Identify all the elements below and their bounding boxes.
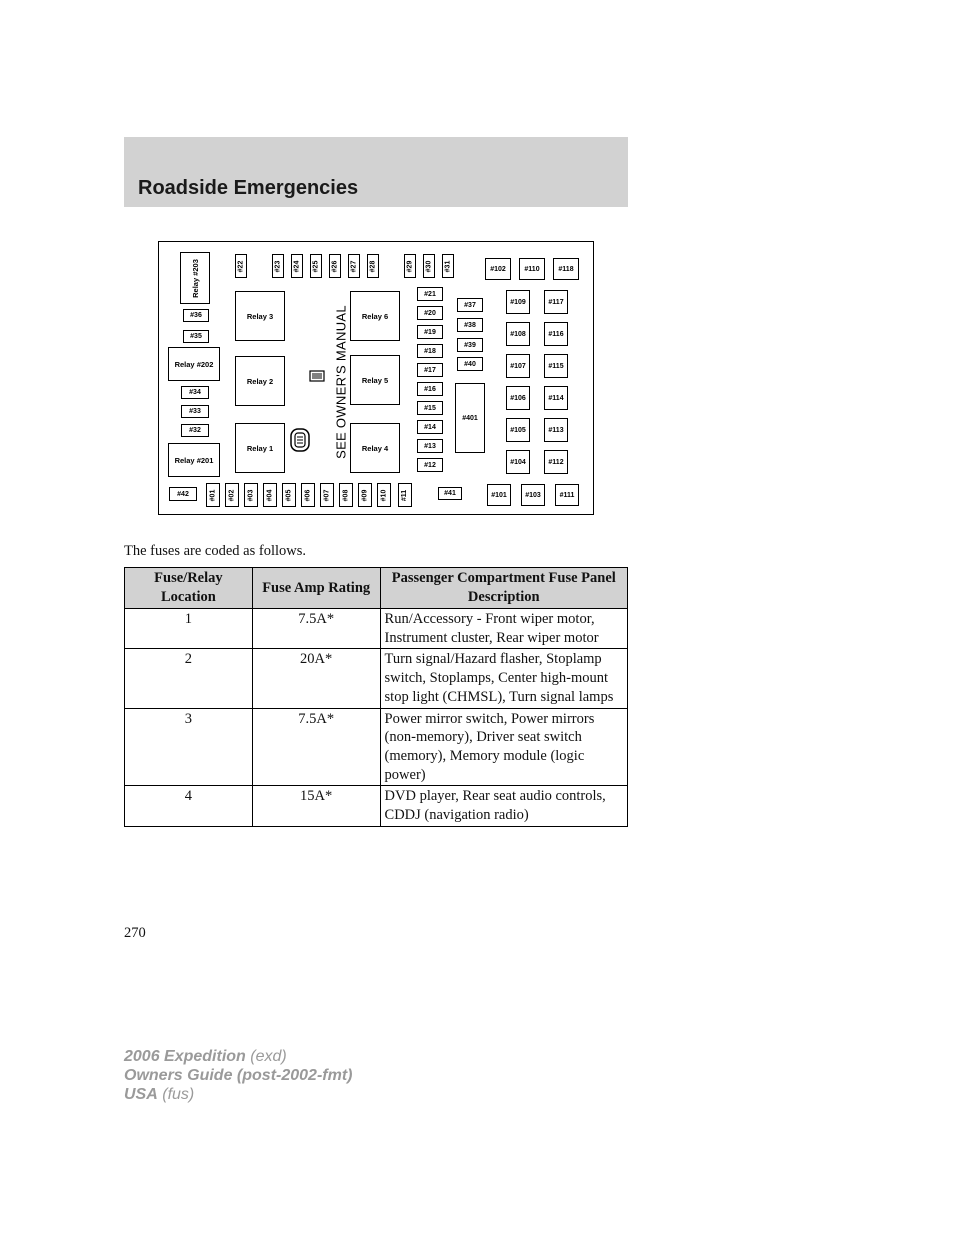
- fuse-12: #12: [417, 458, 443, 472]
- fuse-13: #13: [417, 439, 443, 453]
- fuse-tool-icon: [289, 427, 311, 453]
- fuse-08: #08: [339, 483, 353, 507]
- fuse-31: #31: [442, 254, 454, 278]
- fuse-112: #112: [544, 450, 568, 474]
- fuse-18: #18: [417, 344, 443, 358]
- section-title: Roadside Emergencies: [138, 177, 359, 199]
- fuse-37: #37: [457, 298, 483, 312]
- see-manual-label: SEE OWNER'S MANUAL: [333, 305, 349, 459]
- fuse-puller-icon: [309, 370, 325, 382]
- fuse-09: #09: [358, 483, 372, 507]
- fuse-07: #07: [320, 483, 334, 507]
- fuse-33: #33: [181, 405, 209, 418]
- fuse-41: #41: [438, 487, 462, 500]
- fuse-40: #40: [457, 357, 483, 371]
- fuse-panel-diagram: [158, 241, 594, 515]
- cell-location: 4: [125, 786, 253, 826]
- footer-line-3: USA (fus): [124, 1086, 195, 1103]
- fuse-23: #23: [272, 254, 284, 278]
- cell-description: Power mirror switch, Power mirrors (non-memory), Driver seat switch (memory), Memory module (logic power): [380, 708, 627, 786]
- fuse-11: #11: [398, 483, 412, 507]
- table-header-row: [125, 568, 628, 609]
- cell-location: 3: [125, 708, 253, 786]
- relay-relay203: Relay #203: [180, 252, 210, 304]
- fuse-101: #101: [487, 484, 511, 506]
- fuse-27: #27: [348, 254, 360, 278]
- footer-line-2: Owners Guide (post-2002-fmt): [124, 1067, 353, 1084]
- table-row: [125, 649, 628, 708]
- fuse-103: #103: [521, 484, 545, 506]
- fuse-26: #26: [329, 254, 341, 278]
- fuse-table: [124, 567, 628, 827]
- cell-description: DVD player, Rear seat audio controls, CDDJ (navigation radio): [380, 786, 627, 826]
- section-header: [124, 137, 628, 207]
- fuse-113: #113: [544, 418, 568, 442]
- fuse-32: #32: [181, 424, 209, 437]
- fuse-29: #29: [404, 254, 416, 278]
- fuse-03: #03: [244, 483, 258, 507]
- fuse-14: #14: [417, 420, 443, 434]
- cell-rating: 7.5A*: [252, 708, 380, 786]
- fuse-35: #35: [183, 330, 209, 343]
- intro-text: The fuses are coded as follows.: [124, 543, 306, 559]
- cell-location: 2: [125, 649, 253, 708]
- cell-location: 1: [125, 609, 253, 649]
- relay-relay6: Relay 6: [350, 291, 400, 341]
- fuse-108: #108: [506, 322, 530, 346]
- fuse-19: #19: [417, 325, 443, 339]
- fuse-105: #105: [506, 418, 530, 442]
- relay-relay3: Relay 3: [235, 291, 285, 341]
- page-number: 270: [124, 925, 146, 941]
- cell-rating: 20A*: [252, 649, 380, 708]
- fuse-34: #34: [181, 386, 209, 399]
- cell-description: Turn signal/Hazard flasher, Stoplamp switch, Stoplamps, Center high-mount stop light (CHMSL), Turn signal lamps: [380, 649, 627, 708]
- fuse-102: #102: [485, 258, 511, 280]
- fuse-30: #30: [423, 254, 435, 278]
- cell-rating: 15A*: [252, 786, 380, 826]
- header-location: Fuse/Relay Location: [125, 568, 253, 609]
- footer-line-1: 2006 Expedition (exd): [124, 1048, 287, 1065]
- fuse-16: #16: [417, 382, 443, 396]
- fuse-36: #36: [183, 309, 209, 322]
- relay-relay5: Relay 5: [350, 355, 400, 405]
- relay-relay202: Relay #202: [168, 347, 220, 381]
- fuse-39: #39: [457, 338, 483, 352]
- relay-relay201: Relay #201: [168, 443, 220, 477]
- cell-description: Run/Accessory - Front wiper motor, Instrument cluster, Rear wiper motor: [380, 609, 627, 649]
- fuse-21: #21: [417, 287, 443, 301]
- fuse-01: #01: [206, 483, 220, 507]
- header-rating: Fuse Amp Rating: [252, 568, 380, 609]
- fuse-109: #109: [506, 290, 530, 314]
- fuse-117: #117: [544, 290, 568, 314]
- fuse-02: #02: [225, 483, 239, 507]
- fuse-401: #401: [455, 383, 485, 453]
- fuse-118: #118: [553, 258, 579, 280]
- fuse-42: #42: [169, 487, 197, 501]
- fuse-10: #10: [377, 483, 391, 507]
- fuse-106: #106: [506, 386, 530, 410]
- fuse-110: #110: [519, 258, 545, 280]
- fuse-05: #05: [282, 483, 296, 507]
- fuse-38: #38: [457, 318, 483, 332]
- fuse-104: #104: [506, 450, 530, 474]
- fuse-116: #116: [544, 322, 568, 346]
- fuse-28: #28: [367, 254, 379, 278]
- relay-relay1: Relay 1: [235, 423, 285, 473]
- fuse-22: #22: [235, 254, 247, 278]
- header-description: Passenger Compartment Fuse Panel Description: [380, 568, 627, 609]
- fuse-111: #111: [555, 484, 579, 506]
- table-row: [125, 708, 628, 786]
- cell-rating: 7.5A*: [252, 609, 380, 649]
- relay-relay4: Relay 4: [350, 423, 400, 473]
- fuse-20: #20: [417, 306, 443, 320]
- fuse-114: #114: [544, 386, 568, 410]
- table-row: [125, 786, 628, 826]
- relay-relay2: Relay 2: [235, 356, 285, 406]
- table-row: [125, 609, 628, 649]
- fuse-17: #17: [417, 363, 443, 377]
- fuse-15: #15: [417, 401, 443, 415]
- fuse-06: #06: [301, 483, 315, 507]
- fuse-25: #25: [310, 254, 322, 278]
- fuse-115: #115: [544, 354, 568, 378]
- fuse-24: #24: [291, 254, 303, 278]
- footer: [124, 1047, 352, 1104]
- fuse-107: #107: [506, 354, 530, 378]
- fuse-04: #04: [263, 483, 277, 507]
